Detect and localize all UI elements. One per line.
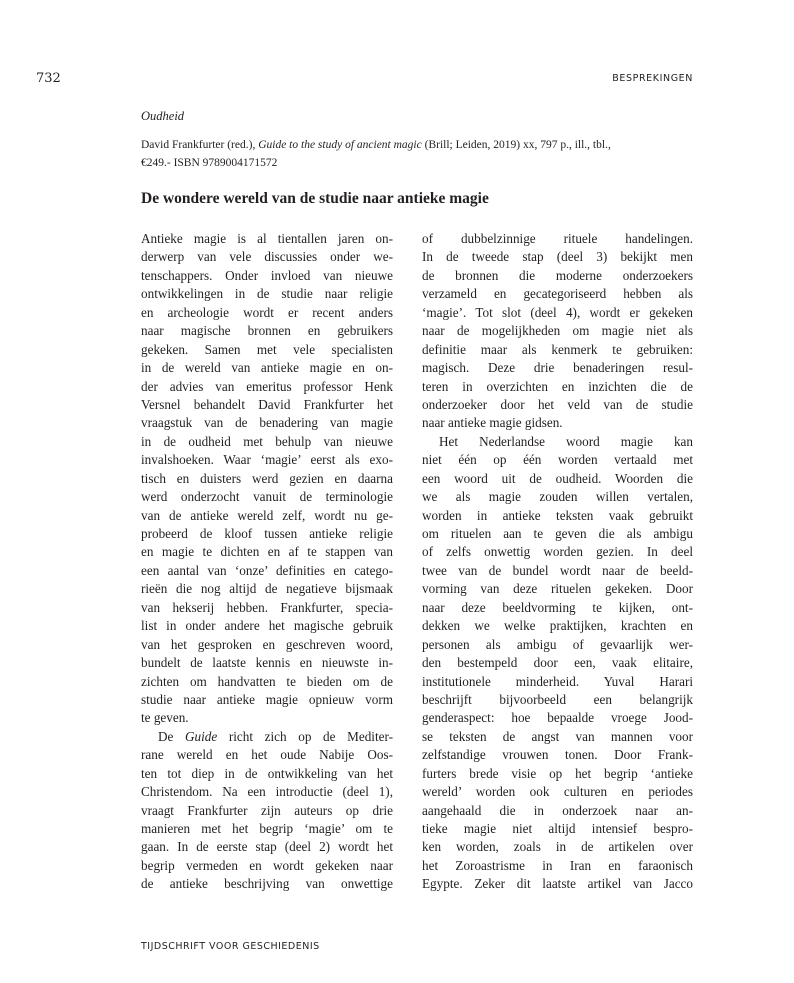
text-line: in de oudheid met behulp van nieuwe [141, 433, 393, 449]
text-line: ken worden, zoals in de artikelen over [422, 839, 693, 855]
text-line: zelfstandige vrouwen tonen. Door Frank- [422, 747, 693, 763]
text-line: begrip vermeden en wordt gekeken naar [141, 857, 393, 873]
text-line: de antieke beschrijving van onwettige [141, 876, 393, 892]
text-line: der advies van emeritus professor Henk [141, 378, 393, 394]
text-line: den bestempeld door een, vaak elitaire, [422, 655, 693, 671]
text-line: om rituelen aan te geven die als ambigu [422, 526, 693, 541]
text-line: rane wereld en het oude Nabije Oos- [141, 747, 393, 763]
text-line: en magie te dichten en af te stappen van [141, 544, 393, 560]
text-line: worden in antieke teksten vaak gebruikt [422, 507, 693, 523]
text-line: bundelt de laatste kennis en nieuwste in- [141, 655, 393, 671]
text-line: van hekserij hebben. Frankfurter, specia- [141, 599, 393, 615]
text-line: magisch. Deze drie benaderingen resul- [422, 360, 693, 376]
review-title: De wondere wereld van de studie naar antieke magie [141, 190, 489, 207]
text-line: wereld’ worden ook culturen en periodes [422, 784, 693, 800]
text-line: studie naar antieke magie opnieuw vorm [141, 691, 393, 707]
text-line: rieën die nog altijd de negatieve bijsmaak [141, 581, 393, 597]
citation-price-isbn: €249.- ISBN 9789004171572 [141, 157, 278, 169]
page-number: 732 [36, 71, 61, 86]
text-line: probeerd de kloof tussen antieke religie [141, 526, 393, 541]
text-line: zichten om handvatten te bieden om de [141, 673, 393, 689]
text-line: vorming van deze rituelen gekeken. Door [422, 581, 693, 597]
text-line: naar de mogelijkheden om magie niet als [422, 323, 693, 339]
guide-italic: Guide [185, 728, 218, 744]
text-line: een aantal van ‘onze’ definities en catego- [141, 562, 393, 578]
text-line: twee van de bundel wordt naar de beeld- [422, 562, 693, 578]
text-line: ten tot diep in de ontwikkeling van het [141, 765, 393, 781]
text-line: naar antieke magie gidsen. [422, 415, 563, 431]
text-line: manieren met het begrip ‘magie’ om te [141, 821, 393, 836]
text-line: tenschappers. Onder invloed van nieuwe [141, 267, 393, 283]
citation-details: (Brill; Leiden, 2019) xx, 797 p., ill., tbl., [421, 139, 611, 151]
text-line: tisch en duisters werd gezien en daarna [141, 470, 393, 486]
text-line: of dubbelzinnige rituele handelingen. [422, 231, 693, 246]
text-line: te geven. [141, 710, 189, 726]
text-line: werd onderzocht vanuit de terminologie [141, 489, 393, 505]
text-line: Egypte. Zeker dit laatste artikel van Jacco [422, 876, 693, 892]
text-line: list in onder andere het magische gebruik [141, 618, 393, 634]
text-line: gekeken. Samen met vele specialisten [141, 341, 393, 357]
text-line: een woord uit de oudheid. Woorden die [422, 470, 693, 486]
book-citation [141, 136, 661, 172]
text-line: teren in overzichten en inzichten die de [422, 378, 693, 394]
text-line: niet één op één worden vertaald met [422, 452, 693, 468]
text-line: en archeologie wordt er recent anders [141, 304, 393, 320]
text-line: derwerp van vele discussies onder we- [141, 249, 393, 265]
paragraph-start-line: Het Nederlandse woord magie kan [439, 433, 693, 449]
text-line: In de tweede stap (deel 3) bekijkt men [422, 249, 693, 265]
text-line: verzameld en gecategoriseerd hebben als [422, 286, 693, 302]
text-line: vraagstuk van de benadering van magie [141, 415, 393, 431]
text-line: invalshoeken. Waar ‘magie’ eerst als exo- [141, 452, 393, 468]
text-line: gaan. In de eerste stap (deel 2) wordt het [141, 839, 393, 855]
text-line: de bronnen die moderne onderzoekers [422, 267, 693, 283]
text-line: onderzoeker door het veld van de studie [422, 396, 693, 412]
text-line: van de antieke wereld zelf, wordt nu ge- [141, 507, 393, 523]
text-line: ontwikkelingen in de studie naar religie [141, 286, 393, 302]
text-line: tieke magie niet altijd intensief bespro- [422, 821, 693, 836]
text-line: vraagt Frankfurter zijn auteurs op drie [141, 802, 393, 818]
running-head: BESPREKINGEN [612, 73, 693, 84]
text-line: van het gesproken en geschreven woord, [141, 636, 393, 652]
text-line: het Zoroastrisme in Iran en faraonisch [422, 857, 693, 873]
text-line: institutionele minderheid. Yuval Harari [422, 673, 693, 689]
text-line: genderaspect: hoe bepaalde vroege Jood- [422, 710, 693, 726]
text-line: Antieke magie is al tientallen jaren on- [141, 231, 393, 246]
text-line: Versnel behandelt David Frankfurter het [141, 396, 393, 412]
section-heading: Oudheid [141, 109, 185, 123]
text-line: se teksten de angst van mannen voor [422, 728, 693, 744]
citation-author: David Frankfurter (red.), [141, 139, 259, 151]
paragraph-start-line: De Guide richt zich op de Mediter- [158, 728, 393, 744]
text-line: ‘magie’. Tot slot (deel 4), wordt er gekeken [422, 304, 693, 320]
right-column [422, 230, 693, 894]
text-line: aangehaald die in onderzoek naar an- [422, 802, 693, 818]
citation-book-title: Guide to the study of ancient magic [258, 139, 422, 151]
journal-footer: TIJDSCHRIFT VOOR GESCHIEDENIS [141, 941, 320, 952]
text-line: definitie maar als kenmerk te gebruiken: [422, 341, 693, 357]
text-line: dekken we welke praktijken, krachten en [422, 618, 693, 634]
text-line: naar deze beeldvorming te kijken, ont- [422, 599, 693, 615]
text-line: of zelfs onwettig worden gezien. In deel [422, 544, 693, 560]
text-line: in de wereld van antieke magie en on- [141, 360, 393, 376]
text-line: personen als ambigu of gevaarlijk wer- [422, 636, 693, 652]
left-column [141, 230, 393, 894]
text-line: we als magie zouden willen vertalen, [422, 489, 693, 505]
text-line: Christendom. Na een introductie (deel 1), [141, 784, 393, 800]
text-line: beschrijft bijvoorbeeld een belangrijk [422, 691, 693, 707]
text-line: naar magische bronnen en gebruikers [141, 323, 393, 339]
text-line: furters brede visie op het begrip ‘antieke [422, 765, 693, 781]
